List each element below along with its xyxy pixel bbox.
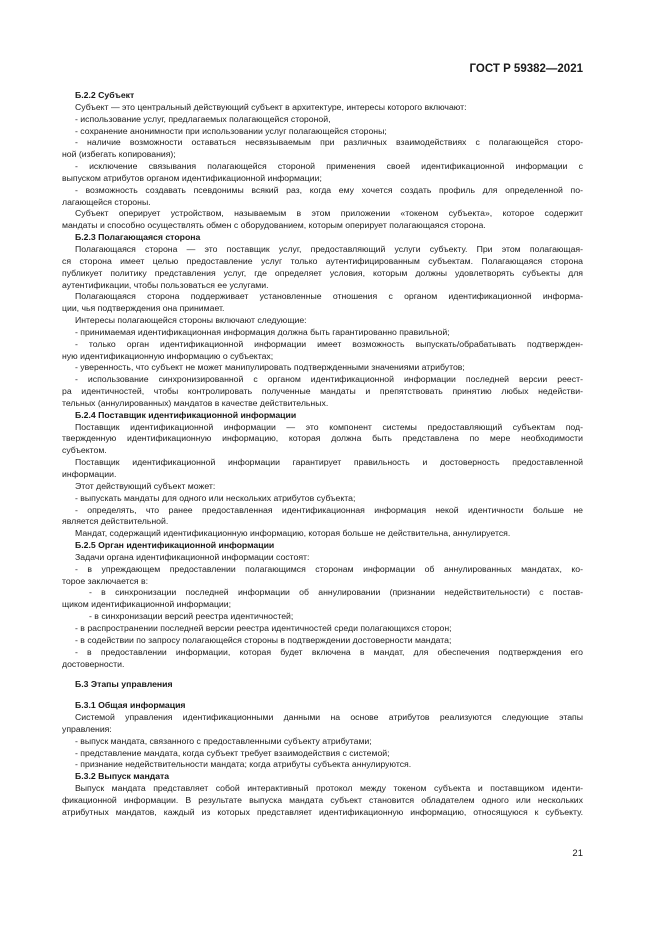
section-heading: Б.3.1 Общая информация bbox=[75, 700, 186, 711]
text-line: ную идентификационную информацию о субъектах; bbox=[62, 350, 274, 361]
text-line: ся сторона имеет целью предоставление услуг только аутентифицированным субъектам. Полагающаяся сторона bbox=[62, 255, 583, 266]
section-heading: Б.2.2 Субъект bbox=[75, 90, 135, 100]
text-line: - только орган идентификационной информации имеет возможность выпускать/обрабатывать подтвержден- bbox=[75, 338, 583, 349]
text-line: - возможность создавать псевдонимы всякий раз, когда ему хочется создать профиль для определенной по- bbox=[75, 184, 583, 195]
text-line: достоверности. bbox=[62, 658, 125, 669]
text-line: - в синхронизации версий реестра идентичностей; bbox=[89, 611, 294, 622]
text-line: Поставщик идентификационной информации гарантирует правильность и достоверность предоставленной bbox=[75, 457, 583, 468]
text-line: - в синхронизации последней информации об аннулировании (признании недействительности) с постав- bbox=[89, 587, 583, 598]
text-line: - в предоставлении информации, которая будет включена в мандат, для обеспечения подтверждения его bbox=[75, 646, 583, 657]
text-line: публикует политику представления услуг, где определяет условия, которым должны удовлетворять субъекты для bbox=[62, 267, 583, 278]
standard-code: ГОСТ Р 59382—2021 bbox=[469, 63, 583, 75]
text-line: - использование услуг, предлагаемых полагающейся стороной, bbox=[75, 113, 331, 124]
text-line: - в содействии по запросу полагающейся стороны в подтверждении достоверности мандата; bbox=[75, 634, 452, 645]
text-line: Этот действующий субъект может: bbox=[75, 480, 216, 491]
text-line: атрибутных мандатов, каждый из которых представляет идентификационную информацию, относящуюся к субъекту. bbox=[62, 806, 583, 817]
section-heading: Б.3 Этапы управления bbox=[75, 679, 173, 690]
text-line: Выпуск мандата представляет собой интерактивный протокол между токеном субъекта и поставщиком иденти- bbox=[75, 783, 583, 794]
text-line: - наличие возможности оставаться несвязываемым при различных взаимодействиях с полагающейся сторо- bbox=[75, 137, 583, 148]
text-line: ной (избегать копирования); bbox=[62, 149, 176, 160]
text-line: управления: bbox=[62, 723, 112, 734]
text-line: субъектом. bbox=[62, 445, 107, 456]
text-line: тельных (аннулированных) мандатов в качестве действительных. bbox=[62, 397, 329, 408]
text-line: - исключение связывания полагающейся стороной применения своей идентификационной информации с bbox=[75, 161, 583, 172]
text-line: - уверенность, что субъект не может манипулировать подтвержденными значениями атрибутов; bbox=[75, 362, 465, 373]
text-line: информации. bbox=[62, 469, 117, 479]
text-line: фикационной информации. В результате выпуска мандата субъект становится обладателем одного или нескольких bbox=[62, 794, 583, 805]
text-line: - признание недействительности мандата; когда атрибуты субъекта аннулируются. bbox=[75, 759, 412, 770]
section-heading: Б.2.4 Поставщик идентификационной информации bbox=[75, 409, 297, 420]
text-line: Поставщик идентификационной информации — это компонент системы предоставляющий субъектам под- bbox=[75, 421, 583, 432]
text-line: - сохранение анонимности при использовании услуг полагающейся стороны; bbox=[75, 125, 387, 136]
text-line: лагающейся стороны. bbox=[62, 196, 151, 207]
text-line: - определять, что ранее предоставленная идентификационная информация некой идентичности больше не bbox=[75, 504, 583, 515]
text-line: мандаты и способно осуществлять обмен с оборудованием, которым оперирует полагающаяся сторона. bbox=[62, 220, 486, 231]
text-line: выпуском атрибутов органом идентификационной информации; bbox=[62, 172, 322, 183]
text-line: Интересы полагающейся стороны включают следующие: bbox=[75, 315, 307, 326]
section-heading: Б.2.5 Орган идентификационной информации bbox=[75, 540, 275, 551]
text-line: Субъект оперирует устройством, называемым в этом приложении «токеном субъекта», которое содержит bbox=[75, 208, 583, 219]
text-line: Субъект — это центральный действующий субъект в архитектуре, интересы которого включают: bbox=[75, 101, 467, 112]
text-line: аутентификации, чтобы пользоваться ее услугами. bbox=[62, 279, 269, 290]
text-line: - в упреждающем предоставлении полагающимся сторонам информации об аннулированных мандатах, ко- bbox=[75, 563, 583, 574]
text-line: - выпуск мандата, связанного с предоставленными субъекту атрибутами; bbox=[75, 735, 372, 746]
text-line: щиком идентификационной информации; bbox=[62, 599, 232, 610]
document-body bbox=[62, 90, 583, 819]
page-number: 21 bbox=[572, 848, 583, 859]
text-line: торое заключается в: bbox=[62, 575, 149, 586]
text-line: - в распространении последней версии реестра идентичностей среди полагающихся сторон; bbox=[75, 622, 452, 633]
text-line: Задачи органа идентификационной информации состоят: bbox=[75, 551, 310, 562]
text-line: ра идентичностей, чтобы контролировать полученные мандаты и препятствовать принятию любых недействи- bbox=[62, 386, 583, 397]
text-line: - представление мандата, когда субъект требует взаимодействия с системой; bbox=[75, 747, 390, 758]
text-line: ции, чья подтверждения она принимает. bbox=[62, 303, 225, 314]
text-line: является действительной. bbox=[62, 516, 169, 527]
text-line: - выпускать мандаты для одного или нескольких атрибутов субъекта; bbox=[75, 492, 356, 503]
text-line: - принимаемая идентификационная информация должна быть гарантированно правильной; bbox=[75, 326, 450, 337]
text-line: - использование синхронизированной с органом идентификационной информации последней версии реест- bbox=[75, 374, 583, 385]
section-heading: Б.2.3 Полагающаяся сторона bbox=[75, 232, 201, 243]
section-heading: Б.3.2 Выпуск мандата bbox=[75, 771, 170, 782]
text-line: Системой управления идентификационными данными на основе атрибутов реализуются следующие этапы bbox=[75, 712, 583, 723]
text-line: Полагающаяся сторона поддерживает установленные отношения с органом идентификационной информа- bbox=[75, 291, 583, 302]
text-line: Мандат, содержащий идентификационную информацию, которая больше не действительна, аннулируется. bbox=[75, 528, 511, 539]
text-line: Полагающаяся сторона — это поставщик услуг, предоставляющий услуги субъекту. При этом полагающая- bbox=[75, 243, 583, 254]
text-line: твержденную идентификационную информацию, которая должна быть представлена по мере необходимости bbox=[62, 433, 583, 444]
